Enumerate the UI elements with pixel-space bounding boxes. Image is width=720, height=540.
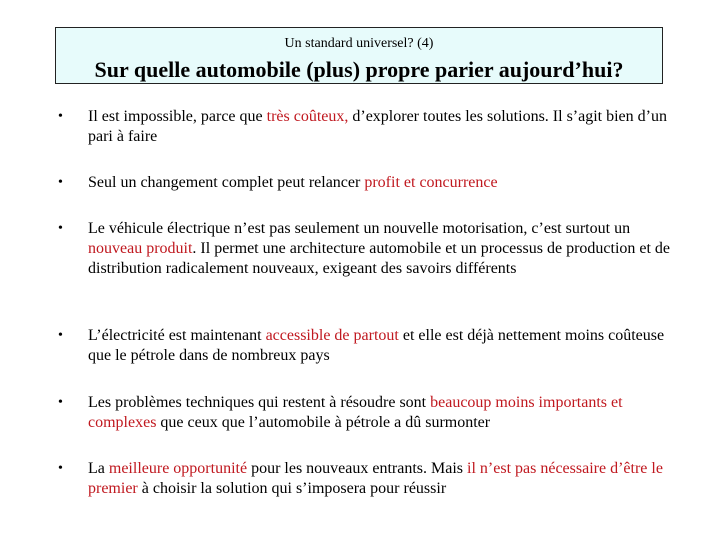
bullet-segment: . Il permet une architecture automobile et un processus de production et de distribution radicalement nouveaux, exigeant des savoirs différents — [88, 240, 671, 277]
bullet-highlight: accessible de partout — [265, 327, 399, 344]
bullet-highlight: il n’est pas nécessaire d’être le premier — [88, 460, 663, 497]
bullet-dot: • — [58, 109, 63, 124]
bullet-text — [88, 459, 678, 499]
bullet-segment: L’électricité est maintenant — [88, 327, 266, 344]
bullet-segment: Il est impossible, parce que — [88, 108, 267, 125]
bullet-item — [58, 219, 678, 279]
bullet-item — [58, 326, 678, 366]
bullet-segment: pour les nouveaux entrants. Mais — [247, 460, 468, 477]
bullet-dot: • — [58, 461, 63, 476]
bullet-item — [58, 393, 678, 433]
bullet-highlight: meilleure opportunité — [108, 460, 248, 477]
bullet-highlight: très coûteux, — [266, 108, 349, 125]
bullet-segment: à choisir la solution qui s’imposera pour réussir — [137, 480, 447, 497]
bullet-text — [88, 219, 678, 279]
bullet-dot: • — [58, 328, 63, 343]
slide-subtitle: Un standard universel? (4) — [284, 36, 434, 51]
bullet-segment: et elle est déjà nettement moins coûteuse que le pétrole dans de nombreux pays — [88, 327, 665, 364]
bullet-segment: Le véhicule électrique n’est pas seulement un nouvelle motorisation, c’est surtout un — [88, 220, 631, 237]
bullet-segment: Seul un changement complet peut relancer — [88, 174, 365, 191]
bullet-item — [58, 173, 678, 193]
bullet-text — [88, 393, 678, 433]
bullet-segment: Les problèmes techniques qui restent à résoudre sont — [88, 394, 431, 411]
bullet-text — [88, 173, 678, 193]
bullet-segment: La — [88, 460, 109, 477]
slide-title: Sur quelle automobile (plus) propre parier aujourd’hui? — [94, 57, 624, 82]
bullet-dot: • — [58, 175, 63, 190]
bullet-segment: que ceux que l’automobile à pétrole a dû surmonter — [156, 414, 491, 431]
bullet-item — [58, 459, 678, 499]
bullet-text — [88, 107, 678, 147]
bullet-highlight: nouveau produit — [88, 240, 193, 257]
bullet-highlight: profit et concurrence — [364, 174, 498, 191]
bullet-dot: • — [58, 395, 63, 410]
bullet-highlight: beaucoup moins importants et complexes — [88, 394, 623, 431]
bullet-text — [88, 326, 678, 366]
title-box — [55, 27, 663, 84]
bullet-dot: • — [58, 221, 63, 236]
bullet-segment: d’explorer toutes les solutions. Il s’agit bien d’un pari à faire — [88, 108, 667, 145]
bullet-item — [58, 107, 678, 147]
